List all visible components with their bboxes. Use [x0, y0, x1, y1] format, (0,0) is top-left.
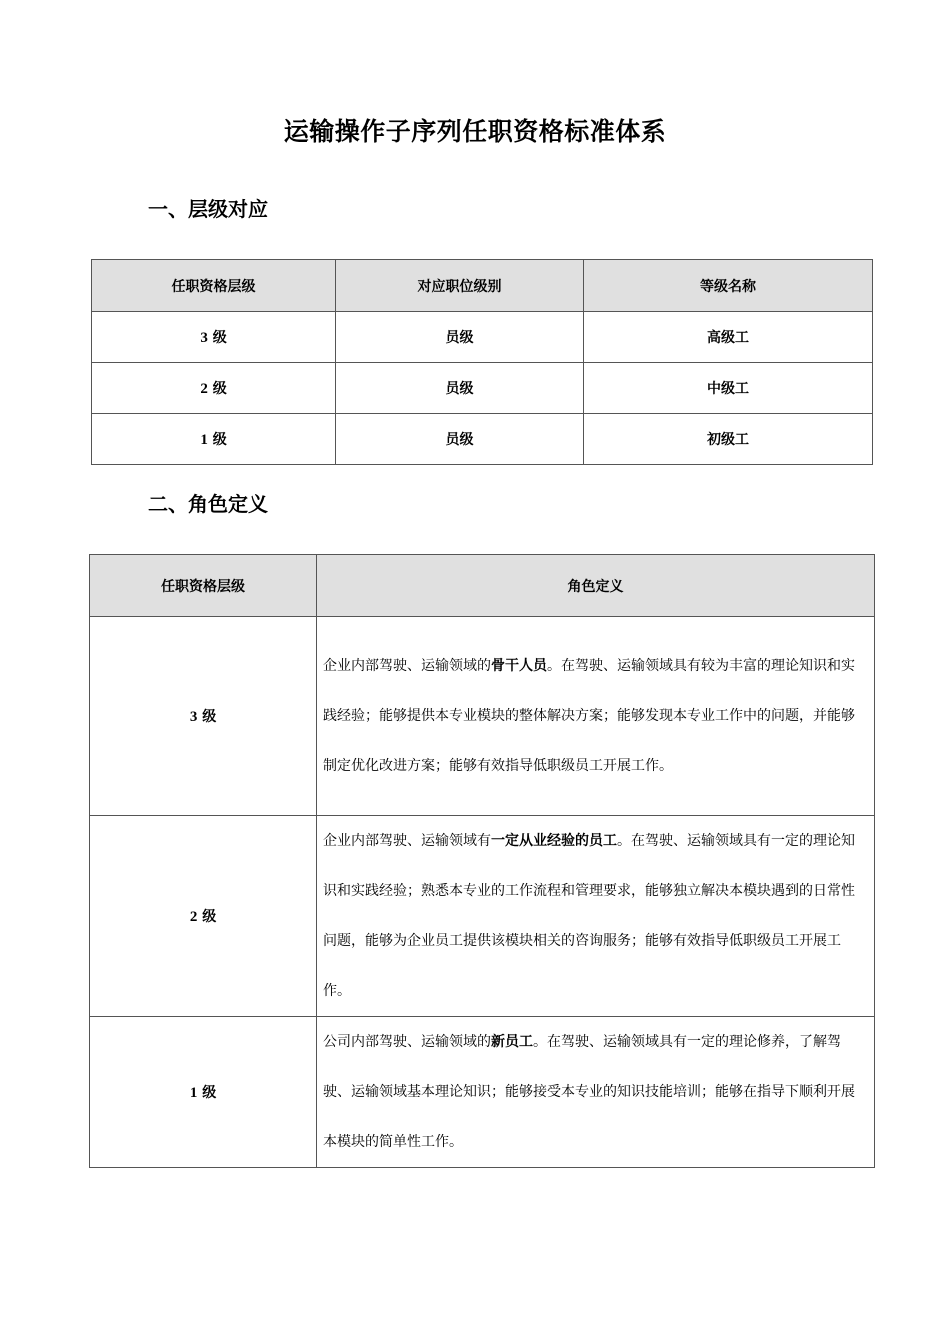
table-row [90, 816, 875, 1017]
role-keyword: 一定从业经验的员工 [491, 833, 617, 849]
header-grade-name: 等级名称 [584, 260, 873, 312]
position-level-cell: 员级 [336, 363, 584, 414]
qualification-level-cell: 3 级 [92, 312, 336, 363]
header-qualification-level: 任职资格层级 [92, 260, 336, 312]
document-title: 运输操作子序列任职资格标准体系 [283, 117, 667, 146]
role-definition-cell: 企业内部驾驶、运输领域的骨干人员。在驾驶、运输领域具有较为丰富的理论知识和实践经验；能够提供本专业模块的整体解决方案；能够发现本专业工作中的问题，并能够制定优化改进方案；能够有效指导低职级员工开展工作。 [317, 617, 875, 816]
header-role-definition: 角色定义 [317, 555, 875, 617]
header-position-level: 对应职位级别 [336, 260, 584, 312]
table-row [90, 617, 875, 816]
section-heading-role-definition: 二、角色定义 [148, 492, 268, 516]
qualification-level-cell: 2 级 [92, 363, 336, 414]
qualification-level-cell: 1 级 [92, 414, 336, 465]
role-keyword: 骨干人员 [491, 658, 547, 674]
role-definition-cell: 企业内部驾驶、运输领域有一定从业经验的员工。在驾驶、运输领域具有一定的理论知识和实践经验；熟悉本专业的工作流程和管理要求，能够独立解决本模块遇到的日常性问题，能够为企业员工提供该模块相关的咨询服务；能够有效指导低职级员工开展工作。 [317, 816, 875, 1017]
table-row [92, 414, 873, 465]
qualification-level-cell: 2 级 [90, 816, 317, 1017]
qualification-level-cell: 1 级 [90, 1017, 317, 1168]
position-level-cell: 员级 [336, 414, 584, 465]
header-qualification-level: 任职资格层级 [90, 555, 317, 617]
table-row [92, 312, 873, 363]
grade-name-cell: 中级工 [584, 363, 873, 414]
grade-name-cell: 初级工 [584, 414, 873, 465]
section-heading-level-mapping: 一、层级对应 [148, 197, 268, 221]
table-row [90, 1017, 875, 1168]
role-definition-cell: 公司内部驾驶、运输领域的新员工。在驾驶、运输领域具有一定的理论修养，了解驾驶、运输领域基本理论知识；能够接受本专业的知识技能培训；能够在指导下顺利开展本模块的简单性工作。 [317, 1017, 875, 1168]
level-mapping-table [91, 259, 873, 465]
qualification-level-cell: 3 级 [90, 617, 317, 816]
table-header-row [90, 555, 875, 617]
role-keyword: 新员工 [491, 1034, 533, 1050]
table-header-row [92, 260, 873, 312]
position-level-cell: 员级 [336, 312, 584, 363]
role-definition-table [89, 554, 875, 1168]
grade-name-cell: 高级工 [584, 312, 873, 363]
table-row [92, 363, 873, 414]
